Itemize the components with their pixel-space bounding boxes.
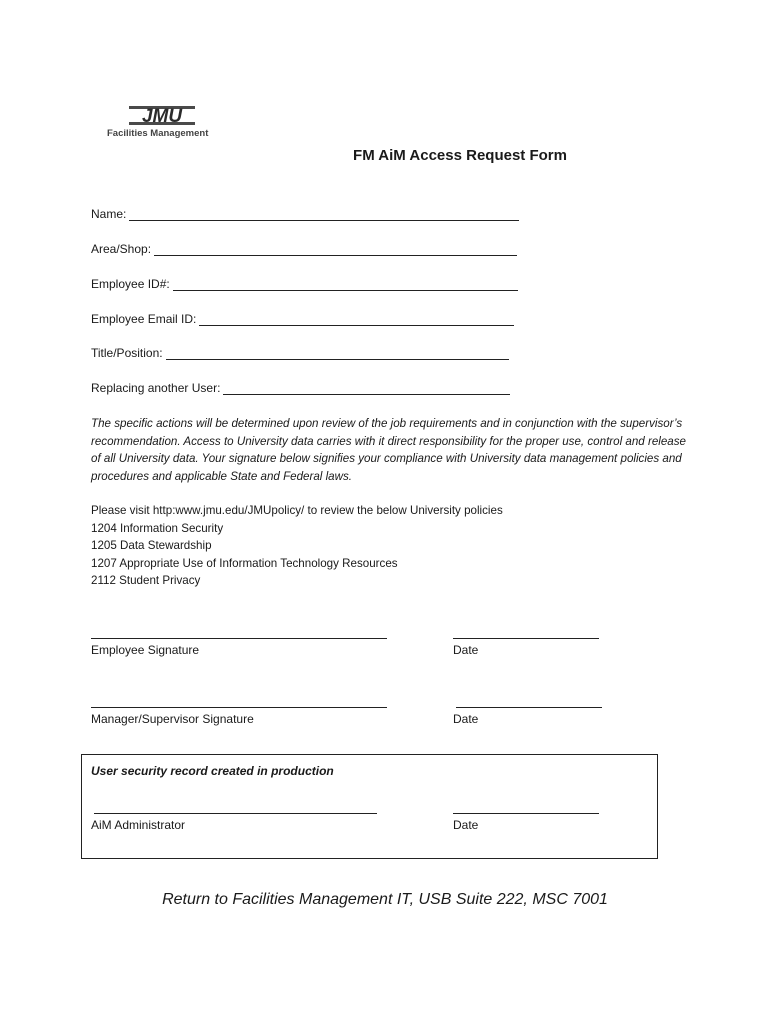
policy-item: 2112 Student Privacy (91, 574, 201, 587)
replacing-user-field[interactable] (91, 381, 510, 395)
area-shop-input-line[interactable] (154, 243, 517, 256)
employee-id-field[interactable] (91, 277, 518, 291)
policy-item: 1205 Data Stewardship (91, 539, 212, 552)
employee-email-input-line[interactable] (199, 313, 514, 326)
policy-item: 1207 Appropriate Use of Information Technology Resources (91, 556, 398, 570)
title-position-input-line[interactable] (166, 347, 509, 360)
employee-signature-label: Employee Signature (91, 643, 200, 657)
manager-date-label: Date (453, 712, 479, 726)
employee-date-label: Date (453, 643, 479, 657)
employee-email-field[interactable] (91, 312, 514, 326)
replacing-user-label: Replacing another User: (91, 381, 221, 395)
admin-date-line[interactable] (453, 813, 599, 814)
employee-email-label: Employee Email ID: (91, 312, 197, 326)
manager-date-line[interactable] (456, 707, 602, 708)
manager-signature-line[interactable] (91, 707, 387, 708)
admin-signature-line[interactable] (94, 813, 377, 814)
jmu-logo (107, 103, 217, 143)
employee-id-input-line[interactable] (173, 278, 518, 291)
area-shop-label: Area/Shop: (91, 242, 152, 256)
name-input-line[interactable] (129, 208, 519, 221)
admin-date-label: Date (453, 818, 479, 832)
replacing-user-input-line[interactable] (223, 382, 510, 395)
title-position-field[interactable] (91, 346, 509, 360)
employee-id-label: Employee ID#: (91, 277, 170, 291)
policy-item: 1204 Information Security (91, 521, 224, 535)
name-field[interactable] (91, 207, 519, 221)
policy-list (91, 502, 691, 590)
admin-signature-label: AiM Administrator (91, 818, 186, 832)
logo-subtitle: Facilities Management (107, 128, 209, 139)
page-title: FM AiM Access Request Form (353, 147, 567, 164)
area-shop-field[interactable] (91, 242, 517, 256)
compliance-notice: The specific actions will be determined upon review of the job requirements and in conjunction with the supervisor’s recommendation. Access to University data carries with it direct responsibility for the proper use, control and release of all University data. Your signature below signifies your compliance with University data management policies and procedures and applicable State and Federal laws. (91, 417, 686, 483)
employee-date-line[interactable] (453, 638, 599, 639)
jmu-logo-mark (127, 103, 197, 127)
title-position-label: Title/Position: (91, 346, 163, 360)
name-label: Name: (91, 207, 127, 221)
return-address: Return to Facilities Management IT, USB Suite 222, MSC 7001 (162, 891, 608, 908)
admin-box-title: User security record created in production (91, 764, 334, 778)
svg-text:JMU: JMU (141, 106, 183, 127)
employee-signature-line[interactable] (91, 638, 387, 639)
policy-intro: Please visit http:www.jmu.edu/JMUpolicy/ to review the below University policies (91, 504, 503, 517)
manager-signature-label: Manager/Supervisor Signature (91, 712, 254, 726)
